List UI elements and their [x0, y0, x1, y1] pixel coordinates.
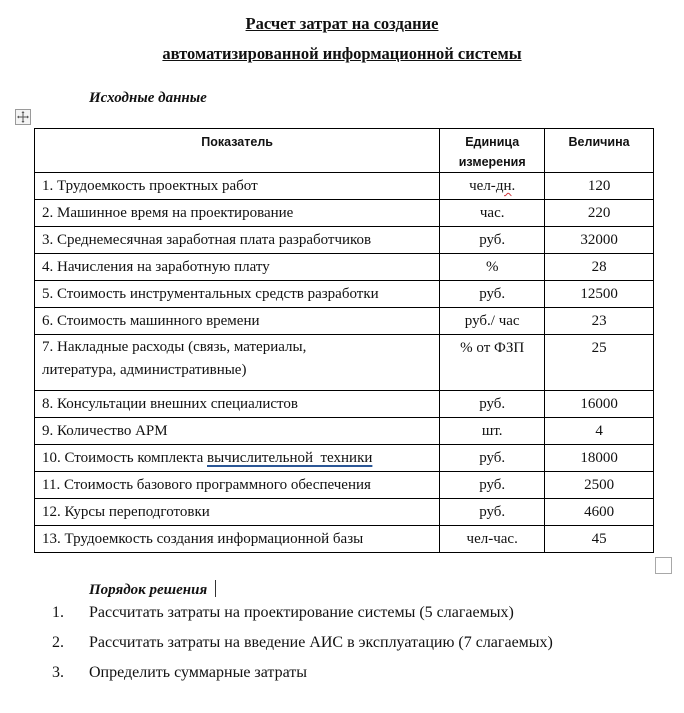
spelling-error-marked-text[interactable]: дн	[495, 178, 512, 194]
row-value[interactable]: 28	[545, 254, 654, 281]
row-name[interactable]: 1. Трудоемкость проектных работ	[35, 173, 440, 200]
row-unit[interactable]	[440, 173, 545, 200]
row-name[interactable]: 12. Курсы переподготовки	[35, 499, 440, 526]
row-unit[interactable]: %	[440, 254, 545, 281]
row-unit[interactable]: руб.	[440, 391, 545, 418]
header-value: Величина	[545, 129, 654, 173]
row-name[interactable]: 6. Стоимость машинного времени	[35, 308, 440, 335]
list-item-text[interactable]: Рассчитать затраты на введение АИС в эксплуатацию (7 слагаемых)	[89, 634, 553, 651]
row-name[interactable]	[35, 445, 440, 472]
row-unit[interactable]: руб.	[440, 472, 545, 499]
row-value[interactable]: 18000	[545, 445, 654, 472]
initial-data-table	[34, 128, 654, 553]
list-item-number: 2.	[52, 634, 64, 651]
row-value[interactable]: 23	[545, 308, 654, 335]
table-resize-handle[interactable]	[655, 557, 672, 574]
row-value[interactable]: 25	[545, 335, 654, 391]
row-value[interactable]: 12500	[545, 281, 654, 308]
solution-steps-list	[52, 598, 553, 688]
move-arrows-icon	[17, 111, 29, 123]
row-value[interactable]: 32000	[545, 227, 654, 254]
grammar-marked-text[interactable]: вычислительной техники	[207, 450, 373, 466]
row-name-line-1: 7. Накладные расходы (связь, материалы,	[42, 339, 307, 355]
table-row	[35, 526, 654, 553]
row-value[interactable]: 4	[545, 418, 654, 445]
unit-text: чел-	[469, 178, 496, 194]
row-unit[interactable]: руб.	[440, 499, 545, 526]
row-name[interactable]: 3. Среднемесячная заработная плата разработчиков	[35, 227, 440, 254]
table-row	[35, 281, 654, 308]
document-title-line-2: автоматизированной информационной системы	[162, 44, 522, 63]
table-row	[35, 308, 654, 335]
table-row	[35, 499, 654, 526]
row-value[interactable]: 45	[545, 526, 654, 553]
list-item-number: 1.	[52, 604, 64, 621]
row-value[interactable]: 2500	[545, 472, 654, 499]
row-name[interactable]: 13. Трудоемкость создания информационной базы	[35, 526, 440, 553]
table-row	[35, 227, 654, 254]
row-unit[interactable]: шт.	[440, 418, 545, 445]
list-item	[52, 658, 553, 688]
header-indicator: Показатель	[35, 129, 440, 173]
row-value[interactable]: 220	[545, 200, 654, 227]
table-row	[35, 418, 654, 445]
header-unit	[440, 129, 545, 173]
header-unit-line-2: измерения	[458, 155, 526, 169]
section-heading-initial-data: Исходные данные	[89, 90, 207, 106]
row-name-line-2: литература, административные)	[42, 362, 247, 378]
table-move-handle[interactable]	[15, 109, 31, 125]
row-name[interactable]: 2. Машинное время на проектирование	[35, 200, 440, 227]
header-unit-line-1: Единица	[465, 135, 520, 149]
list-item-number: 3.	[52, 664, 64, 681]
table-row	[35, 445, 654, 472]
row-value[interactable]: 4600	[545, 499, 654, 526]
text-cursor	[215, 580, 216, 597]
table-row	[35, 335, 654, 391]
row-unit[interactable]: чел-час.	[440, 526, 545, 553]
section-heading-solution-text: Порядок решения	[89, 582, 208, 598]
table-row	[35, 391, 654, 418]
row-unit[interactable]: руб.	[440, 445, 545, 472]
table-row	[35, 254, 654, 281]
table-row	[35, 200, 654, 227]
table-header-row	[35, 129, 654, 173]
row-unit[interactable]: руб.	[440, 281, 545, 308]
section-heading-solution	[89, 580, 216, 599]
row-value[interactable]: 16000	[545, 391, 654, 418]
row-name[interactable]: 11. Стоимость базового программного обеспечения	[35, 472, 440, 499]
row-name[interactable]	[35, 335, 440, 391]
list-item	[52, 598, 553, 628]
row-unit[interactable]: руб./ час	[440, 308, 545, 335]
list-item-text[interactable]: Определить суммарные затраты	[89, 664, 308, 681]
row-name[interactable]: 4. Начисления на заработную плату	[35, 254, 440, 281]
table-row	[35, 472, 654, 499]
row-unit[interactable]: час.	[440, 200, 545, 227]
row-name[interactable]: 8. Консультации внешних специалистов	[35, 391, 440, 418]
table-row	[35, 173, 654, 200]
row-unit[interactable]: % от ФЗП	[440, 335, 545, 391]
unit-text-suffix: .	[511, 178, 516, 194]
row-unit[interactable]: руб.	[440, 227, 545, 254]
list-item	[52, 628, 553, 658]
document-title-line-1: Расчет затрат на создание	[245, 14, 439, 33]
row-name-text: 10. Стоимость комплекта	[42, 450, 207, 466]
row-value[interactable]: 120	[545, 173, 654, 200]
row-name[interactable]: 5. Стоимость инструментальных средств разработки	[35, 281, 440, 308]
row-name[interactable]: 9. Количество АРМ	[35, 418, 440, 445]
list-item-text[interactable]: Рассчитать затраты на проектирование системы (5 слагаемых)	[89, 604, 514, 621]
